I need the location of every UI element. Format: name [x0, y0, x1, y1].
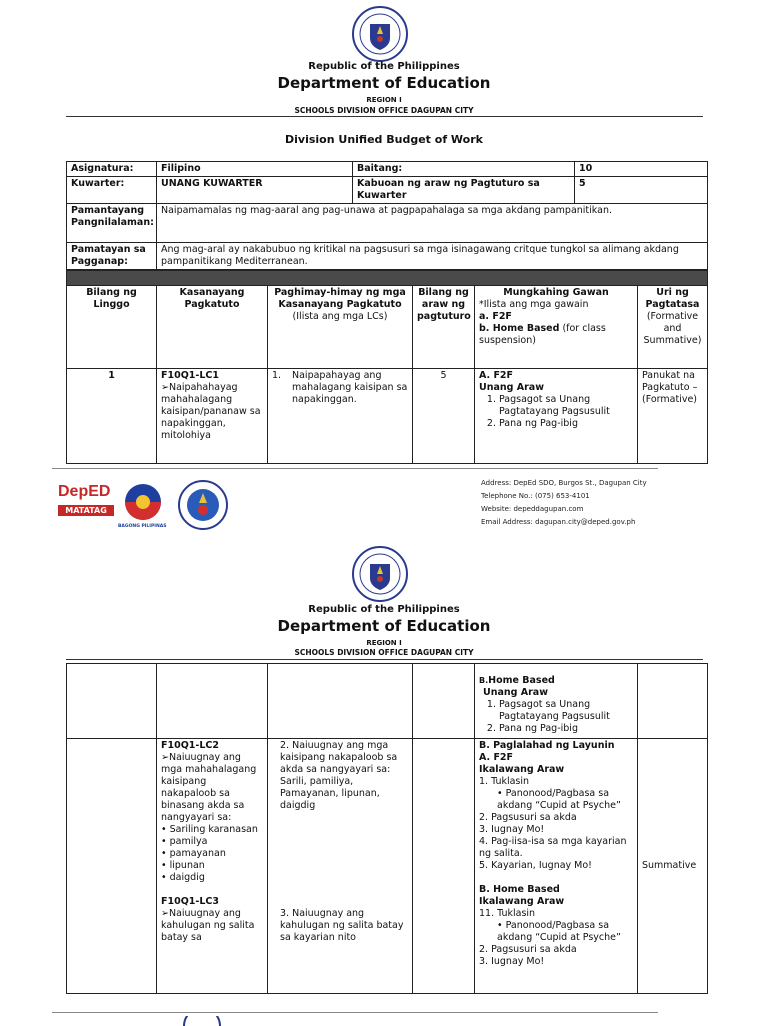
row1-paghimay-num: 1. [272, 370, 282, 381]
rowB-g-f2f: A. F2F [479, 752, 514, 763]
col-paghimay [268, 286, 413, 369]
row1-linggo: 1 [67, 369, 157, 464]
sdo-dagupan-seal-icon [178, 480, 228, 530]
rowA-title-prefix: B. [479, 676, 489, 685]
bagong-pilipinas-label: BAGONG PILIPINAS [118, 524, 167, 529]
rowB-h-item: • Panonood/Pagbasa sa akdang “Cupid at Psyche” [497, 920, 621, 943]
rowB-p2: 2. Naiuugnay ang mga kaisipang nakapaloob sa akda sa nangyayari sa: Sarili, pamiliya, Pamayanan, lipunan, daigdig [280, 740, 398, 811]
header-divider [66, 116, 703, 117]
rowA-sub: Unang Araw [483, 687, 548, 698]
budget-table [66, 270, 708, 464]
row1-paghimay [268, 369, 413, 464]
row1-code: F10Q1-LC1 [161, 370, 219, 381]
row1-gawain-item: 2. Pana ng Pag-ibig [499, 418, 633, 430]
rowB-kas2: ➢ Naiuugnay ang mga mahahalagang kaisipang nakapaloob sa binasang akda sa nangyayari sa: [161, 752, 263, 824]
document-title: Division Unified Budget of Work [285, 133, 483, 146]
kabuuan-value: 5 [575, 177, 708, 204]
rowA-item: 1. Pagsagot sa Unang Pagtatayang Pagsusulit [499, 699, 633, 723]
col-mungkahing-line3-bold: b. Home Based [479, 323, 560, 334]
kuwarter-value: UNANG KUWARTER [157, 177, 353, 204]
pamantayang-value: Naipamamalas ng mag-aaral ang pag-unawa at pagpapahalaga sa mga akdang pampanitikan. [157, 204, 708, 243]
deped-seal-icon-page2 [352, 546, 408, 602]
rowA-item: 2. Pana ng Pag-ibig [499, 723, 633, 735]
rowB-paghimay [268, 739, 413, 994]
col-mungkahing-line1: *Ilista ang mga gawain [479, 299, 589, 310]
col-linggo: Bilang ng Linggo [67, 286, 157, 369]
matatag-label: MATATAG [58, 505, 114, 516]
col-paghimay-bold: Paghimay-himay ng mga Kasanayang Pagkatuto [274, 287, 406, 310]
rowB-p3: 3. Naiuugnay ang kahulugan ng salita batay sa kayarian nito [280, 908, 404, 943]
row1-gawain-sub: Unang Araw [479, 382, 544, 393]
col-uri-title: Uri ng Pagtatasa [645, 287, 700, 310]
kabuuan-label: Kabuoan ng araw ng Pagtuturo sa Kuwarter [353, 177, 575, 204]
col-bilang-araw: Bilang ng araw ng pagtuturo [413, 286, 475, 369]
rowA-gawain [475, 664, 638, 739]
region-label: REGION I [366, 96, 402, 104]
footer-address-line: Address: DepEd SDO, Burgos St., Dagupan City [481, 479, 647, 487]
region-label-page2: REGION I [366, 639, 402, 647]
rowB-kasanayang [157, 739, 268, 994]
row1-kasanayang-text: ➢ Naipahahayag mahahalagang kaisipan/pananaw sa napakinggan, mitolohiya [161, 382, 263, 442]
rowB-g-item: 1. Tuklasin [479, 776, 530, 787]
row1-gawain [475, 369, 638, 464]
department-title-page2: Department of Education [277, 617, 491, 635]
col-kasanayang: Kasanayang Pagkatuto [157, 286, 268, 369]
pagganap-value: Ang mag-aral ay nakabubuo ng kritikal na pagsusuri sa mga isinagawang critque tungkol sa alimang akdang pampanitikang Mediterranean. [157, 243, 708, 270]
footer-address [481, 477, 647, 529]
rowB-code2: F10Q1-LC2 [161, 740, 219, 751]
rowB-uri: Summative [638, 739, 708, 994]
footer-email: Email Address: dagupan.city@deped.gov.ph [481, 518, 636, 526]
rowB-bullet: • daigdig [161, 872, 205, 883]
republic-label-page2: Republic of the Philippines [308, 604, 460, 615]
rowB-bullet: • pamayanan [161, 848, 226, 859]
asignatura-label: Asignatura: [67, 162, 157, 177]
sdo-label-page2: SCHOOLS DIVISION OFFICE DAGUPAN CITY [294, 648, 474, 657]
rowB-h-item: 2. Pagsusuri sa akda [479, 944, 577, 955]
deped-logo-text: DepED [58, 483, 111, 500]
kuwarter-label: Kuwarter: [67, 177, 157, 204]
baitang-label: Baitang: [353, 162, 575, 177]
department-title: Department of Education [277, 74, 491, 92]
rowB-g-title: B. Paglalahad ng Layunin [479, 740, 615, 751]
row1-uri: Panukat na Pagkatuto – (Formative) [638, 369, 708, 464]
pamantayang-label: Pamantayang Pangnilalaman: [67, 204, 157, 243]
rowA-title: Home Based [488, 675, 555, 686]
deped-seal-icon [352, 6, 408, 62]
deped-matatag-logo [58, 483, 114, 531]
col-mungkahing-line3-rest: (for class suspension) [479, 323, 606, 346]
header-divider-page2 [66, 659, 703, 660]
rowB-code3: F10Q1-LC3 [161, 896, 219, 907]
rowB-h-item: 3. Iugnay Mo! [479, 956, 545, 967]
info-table [66, 161, 708, 270]
rowB-g-item: 2. Pagsusuri sa akda [479, 812, 577, 823]
sdo-dagupan-seal-icon-partial [182, 1016, 222, 1026]
rowB-bullet: • lipunan [161, 860, 205, 871]
republic-label: Republic of the Philippines [308, 61, 460, 72]
row1-gawain-item: 1. Pagsagot sa Unang Pagtatayang Pagsusulit [499, 394, 633, 418]
rowB-h-day: Ikalawang Araw [479, 896, 565, 907]
col-mungkahing [475, 286, 638, 369]
row1-gawain-title: A. F2F [479, 370, 514, 381]
col-paghimay-rest: (Ilista ang mga LCs) [292, 311, 388, 322]
rowB-bullet: • pamilya [161, 836, 208, 847]
budget-table-page2 [66, 663, 708, 994]
row1-paghimay-text: Naipapahayag ang mahalagang kaisipan sa napakinggan. [292, 370, 408, 405]
rowB-g-item: 3. Iugnay Mo! [479, 824, 545, 835]
footer-divider [52, 468, 658, 469]
col-mungkahing-title: Mungkahing Gawan [503, 287, 609, 298]
rowB-h-item: 11. Tuklasin [479, 908, 536, 919]
rowB-g-item: 5. Kayarian, Iugnay Mo! [479, 860, 592, 871]
rowB-gawain [475, 739, 638, 994]
rowB-bullet: • Sariling karanasan [161, 824, 258, 835]
baitang-value: 10 [575, 162, 708, 177]
row1-araw: 5 [413, 369, 475, 464]
col-mungkahing-line2: a. F2F [479, 311, 512, 322]
footer-telephone: Telephone No.: (075) 653-4101 [481, 492, 590, 500]
pagganap-label: Pamatayan sa Pagganap: [67, 243, 157, 270]
asignatura-value: Filipino [157, 162, 353, 177]
sdo-label: SCHOOLS DIVISION OFFICE DAGUPAN CITY [294, 106, 474, 115]
col-uri [638, 286, 708, 369]
rowB-g-item: 4. Pag-iisa-isa sa mga kayarian ng salita. [479, 836, 627, 859]
rowB-g-day: Ikalawang Araw [479, 764, 565, 775]
footer-website: Website: depeddagupan.com [481, 505, 584, 513]
col-uri-rest: (Formative and Summative) [643, 311, 702, 346]
bagong-pilipinas-logo-icon [120, 482, 166, 522]
row1-kasanayang [157, 369, 268, 464]
rowB-kas3: ➢ Naiuugnay ang kahulugan ng salita batay sa [161, 908, 263, 944]
rowB-h-title: B. Home Based [479, 884, 560, 895]
footer-divider-page2 [52, 1012, 658, 1013]
rowB-g-item: • Panonood/Pagbasa sa akdang “Cupid at Psyche” [497, 788, 621, 811]
header-bar [67, 271, 708, 286]
